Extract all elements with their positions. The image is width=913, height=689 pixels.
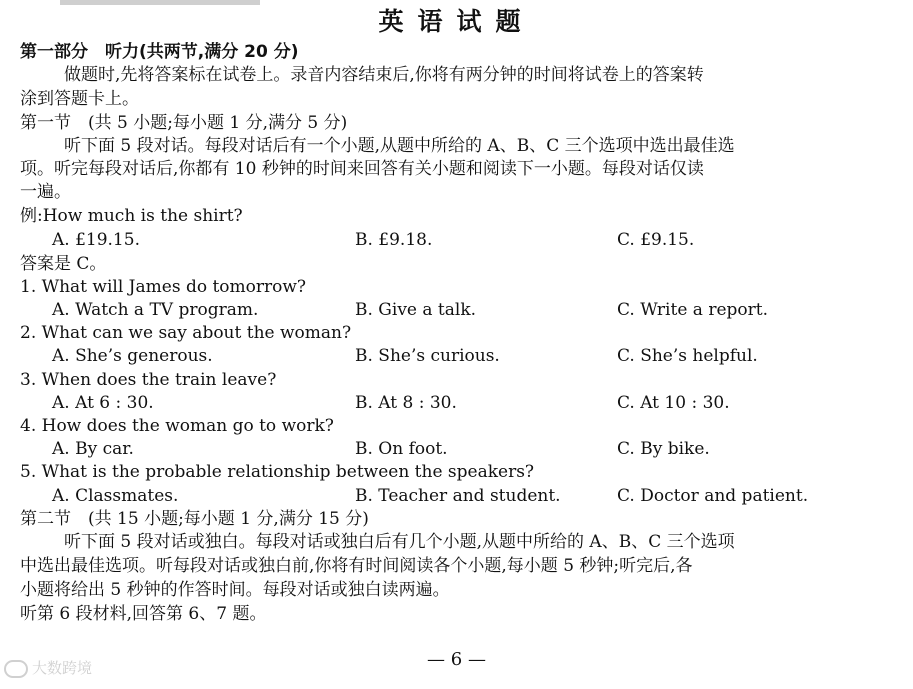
question-2-option-a: A. She’s generous.	[52, 346, 213, 366]
section2-intro-line: 听下面 5 段对话或独白。每段对话或独白后有几个小题,从题中所给的 A、B、C 三个选项	[64, 532, 735, 552]
example-question: 例:How much is the shirt?	[20, 206, 243, 226]
question-5-option-b: B. Teacher and student.	[355, 486, 561, 506]
question-4-option-c: C. By bike.	[617, 439, 710, 459]
question-2-option-c: C. She’s helpful.	[617, 346, 758, 366]
question-3: 3. When does the train leave?	[20, 370, 277, 390]
section2-intro-line: 中选出最佳选项。听每段对话或独白前,你将有时间阅读各个小题,每小题 5 秒钟;听完后,各	[20, 556, 693, 576]
section1-intro-line: 一遍。	[20, 182, 71, 202]
question-5: 5. What is the probable relationship between the speakers?	[20, 462, 535, 482]
watermark	[4, 656, 92, 680]
section2-material: 听第 6 段材料,回答第 6、7 题。	[20, 604, 267, 624]
example-answer: 答案是 C。	[20, 254, 107, 274]
example-option-a: A. £19.15.	[52, 230, 140, 250]
question-4-option-b: B. On foot.	[355, 439, 448, 459]
question-4: 4. How does the woman go to work?	[20, 416, 334, 436]
part1-intro-line: 涂到答题卡上。	[20, 89, 139, 109]
example-option-c: C. £9.15.	[617, 230, 695, 250]
section2-intro-line: 小题将给出 5 秒钟的作答时间。每段对话或独白读两遍。	[20, 580, 450, 600]
watermark-logo-icon	[4, 660, 28, 678]
question-4-option-a: A. By car.	[52, 439, 134, 459]
question-3-option-a: A. At 6 : 30.	[52, 393, 154, 413]
part1-intro-line: 做题时,先将答案标在试卷上。录音内容结束后,你将有两分钟的时间将试卷上的答案转	[64, 65, 704, 85]
question-1-option-c: C. Write a report.	[617, 300, 768, 320]
question-2: 2. What can we say about the woman?	[20, 323, 352, 343]
page-number: — 6 —	[427, 649, 486, 670]
question-3-option-c: C. At 10 : 30.	[617, 393, 730, 413]
part1-heading: 第一部分 听力(共两节,满分 20 分)	[20, 42, 299, 62]
watermark-text: 大数跨境	[32, 659, 93, 677]
section1-heading: 第一节 (共 5 小题;每小题 1 分,满分 5 分)	[20, 113, 348, 133]
question-5-option-a: A. Classmates.	[52, 486, 179, 506]
page-title: 英语试题	[378, 7, 535, 36]
section1-intro-line: 听下面 5 段对话。每段对话后有一个小题,从题中所给的 A、B、C 三个选项中选出最佳选	[64, 136, 735, 156]
example-option-b: B. £9.18.	[355, 230, 433, 250]
question-1: 1. What will James do tomorrow?	[20, 277, 307, 297]
section2-heading: 第二节 (共 15 小题;每小题 1 分,满分 15 分)	[20, 509, 369, 529]
question-2-option-b: B. She’s curious.	[355, 346, 500, 366]
section1-intro-line: 项。听完每段对话后,你都有 10 秒钟的时间来回答有关小题和阅读下一小题。每段对话仅读	[20, 159, 704, 179]
question-3-option-b: B. At 8 : 30.	[355, 393, 457, 413]
question-1-option-a: A. Watch a TV program.	[52, 300, 259, 320]
question-1-option-b: B. Give a talk.	[355, 300, 477, 320]
question-5-option-c: C. Doctor and patient.	[617, 486, 809, 506]
